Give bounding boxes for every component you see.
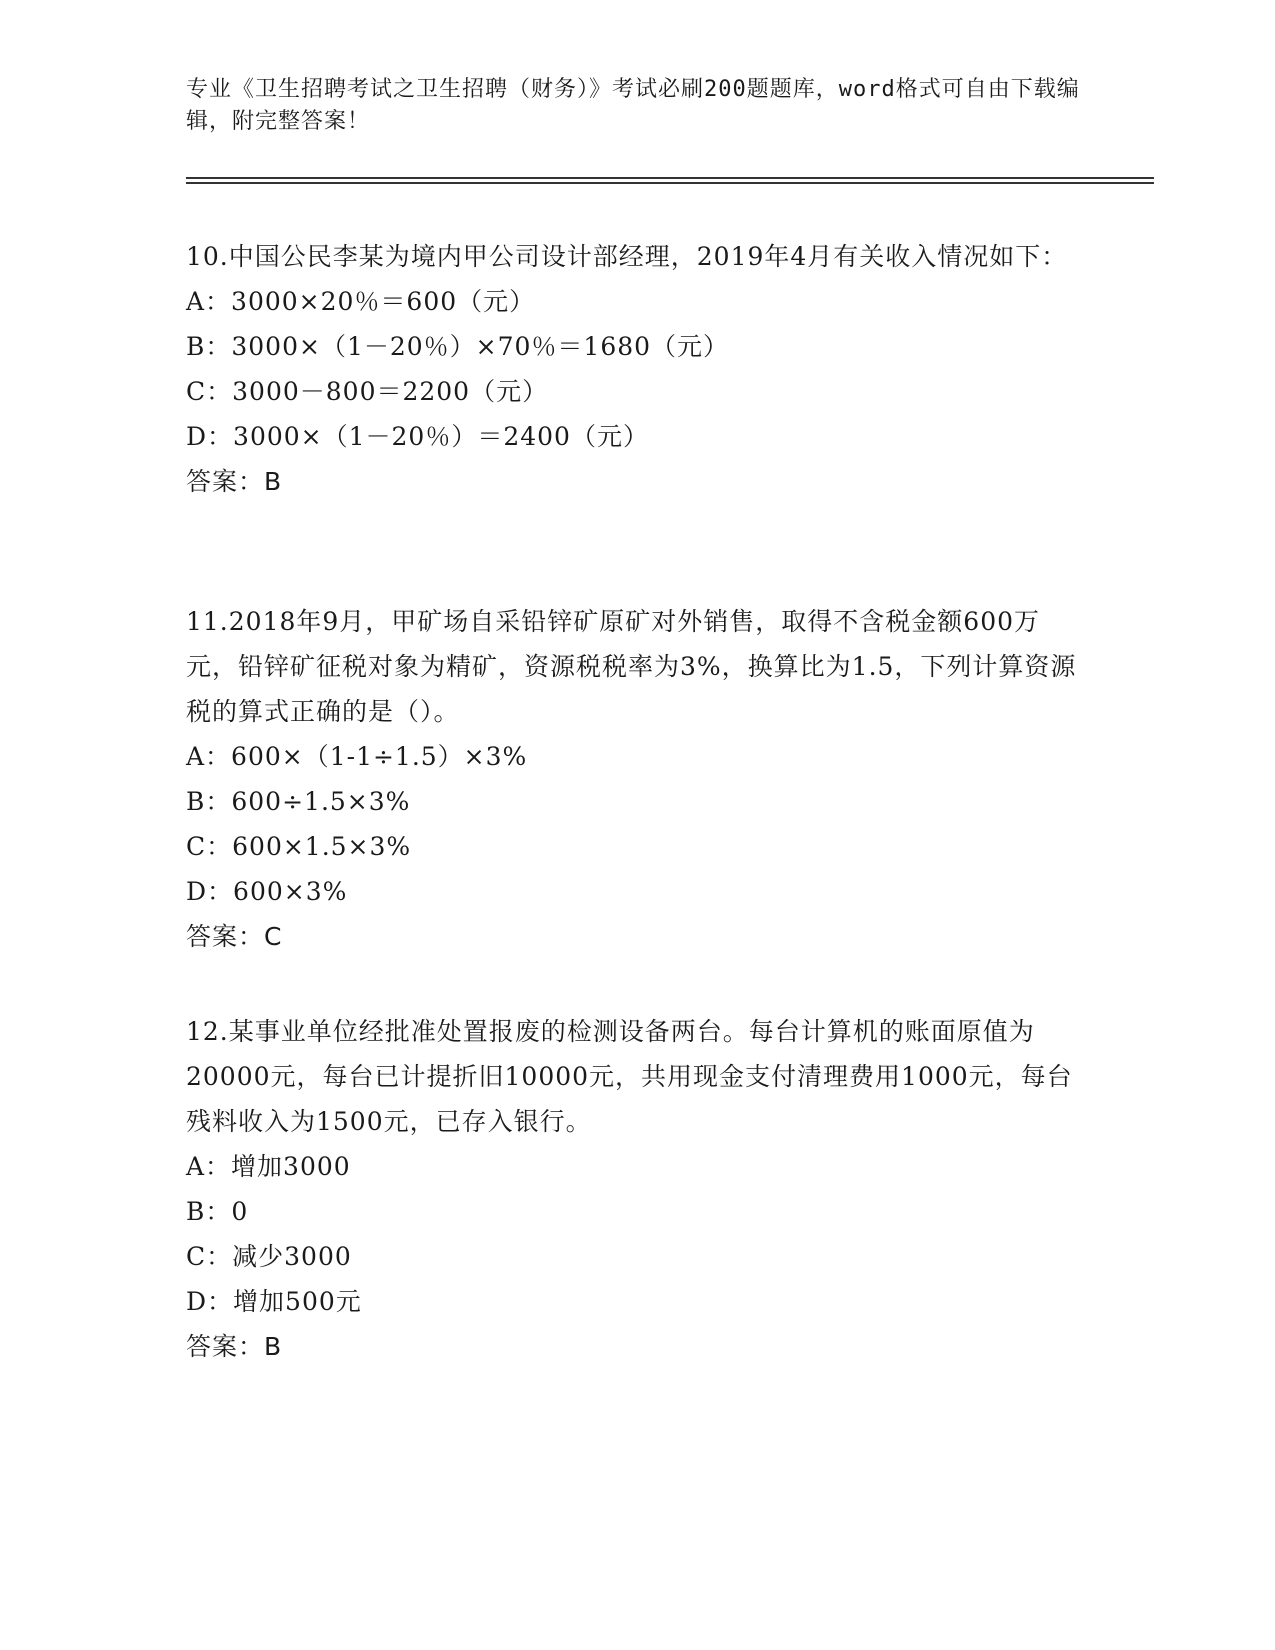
answer: 答案：B <box>186 1332 283 1361</box>
answer: 答案：C <box>186 922 283 951</box>
document-header: 专业《卫生招聘考试之卫生招聘（财务）》考试必刷200题题库，word格式可自由下载编辑，附完整答案！ <box>186 77 1080 134</box>
question-12 <box>186 1009 1086 1369</box>
question-10 <box>186 234 1086 504</box>
option-b: B：0 <box>186 1197 249 1226</box>
question-11 <box>186 599 1086 959</box>
question-text: 11.2018年9月，甲矿场自采铅锌矿原矿对外销售，取得不含税金额600万元，铅锌矿征税对象为精矿，资源税税率为3%，换算比为1.5，下列计算资源税的算式正确的是（）。 <box>186 607 1077 726</box>
question-text: 10.中国公民李某为境内甲公司设计部经理，2019年4月有关收入情况如下： <box>186 242 1068 271</box>
option-a: A：增加3000 <box>186 1152 351 1181</box>
option-b: B：3000×（1－20％）×70％＝1680（元） <box>186 332 730 361</box>
header-divider-bottom <box>186 182 1154 184</box>
option-d: D：3000×（1－20％）＝2400（元） <box>186 422 649 451</box>
option-c: C：减少3000 <box>186 1242 352 1271</box>
option-c: C：3000－800＝2200（元） <box>186 377 549 406</box>
option-d: D：增加500元 <box>186 1287 362 1316</box>
header-divider-top <box>186 177 1154 179</box>
option-a: A：3000×20％＝600（元） <box>186 287 536 316</box>
option-a: A：600×（1-1÷1.5）×3% <box>186 742 528 771</box>
option-d: D：600×3% <box>186 877 348 906</box>
option-c: C：600×1.5×3% <box>186 832 412 861</box>
answer: 答案：B <box>186 467 283 496</box>
option-b: B：600÷1.5×3% <box>186 787 411 816</box>
question-text: 12.某事业单位经批准处置报废的检测设备两台。每台计算机的账面原值为20000元，每台已计提折旧10000元，共用现金支付清理费用1000元，每台残料收入为1500元，已存入银行。 <box>186 1017 1073 1136</box>
